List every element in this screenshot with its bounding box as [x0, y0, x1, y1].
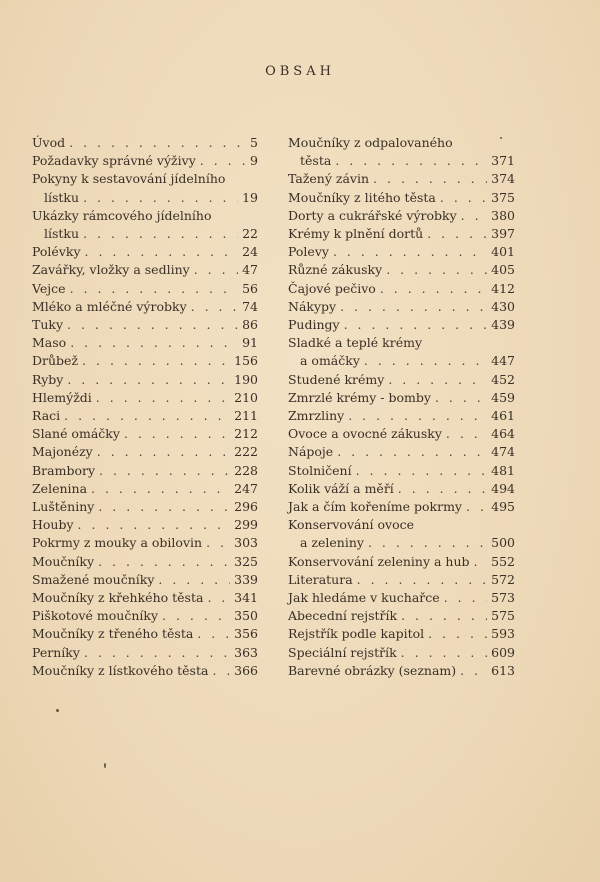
dot-leader: [337, 443, 487, 461]
dot-leader: [344, 316, 488, 334]
dot-leader: [356, 462, 488, 480]
dot-leader: [158, 571, 230, 589]
dot-leader: [212, 662, 230, 680]
toc-page-number: 401: [491, 244, 515, 260]
toc-page-number: 474: [491, 444, 515, 460]
dot-leader: [357, 571, 487, 589]
toc-entry: [32, 625, 258, 643]
toc-entry: [288, 425, 515, 443]
dot-leader: [428, 625, 487, 643]
dot-leader: [348, 407, 487, 425]
toc-entry-title: Ryby: [32, 371, 64, 387]
toc-page-number: 228: [234, 462, 258, 478]
toc-page-number: 341: [234, 590, 258, 606]
toc-page-number: 22: [242, 226, 258, 242]
dot-leader: [373, 170, 487, 188]
dot-leader: [98, 553, 230, 571]
toc-page-number: 374: [491, 171, 515, 187]
toc-entry: [288, 571, 515, 589]
toc-entry: [288, 625, 515, 643]
toc-page-number: 500: [491, 535, 515, 551]
toc-entry-title: Jak a čím kořeníme pokrmy: [288, 499, 462, 515]
toc-entry: [32, 352, 258, 370]
toc-entry: [32, 462, 258, 480]
toc-entry-title: Speciální rejstřík: [288, 644, 397, 660]
toc-entry-title: Moučníky z třeného těsta: [32, 626, 194, 642]
toc-entry-title: Polevy: [288, 244, 329, 260]
dot-leader: [97, 443, 230, 461]
toc-entry: [288, 316, 515, 334]
toc-entry: [288, 607, 515, 625]
toc-page-number: 452: [491, 371, 515, 387]
toc-entry-title: Smažené moučníky: [32, 571, 155, 587]
dot-leader: [386, 261, 487, 279]
toc-entry: [32, 152, 258, 170]
toc-entry-title: Požadavky správné výživy: [32, 153, 196, 169]
toc-page-number: 375: [491, 189, 515, 205]
toc-page-number: 19: [242, 189, 258, 205]
dot-leader: [401, 644, 487, 662]
toc-page-number: 412: [491, 280, 515, 296]
toc-entry-title: Různé zákusky: [288, 262, 383, 278]
toc-page-number: 613: [491, 662, 515, 678]
toc-entry: [288, 207, 515, 225]
toc-page-number: 5: [250, 135, 258, 150]
toc-page-number: 222: [234, 444, 258, 460]
toc-entry: [288, 553, 515, 571]
toc-entry-title: Ovoce a ovocné zákusky: [288, 426, 442, 442]
toc-right-column: [288, 134, 515, 680]
toc-entry-title: Sladké a teplé krémy: [288, 335, 423, 351]
toc-entry-title: Jak hledáme v kuchařce: [288, 590, 440, 606]
paper-speck: [56, 709, 59, 712]
dot-leader: [69, 134, 246, 152]
toc-page-number: 9: [250, 153, 258, 169]
toc-entry-title: Stolničení: [288, 462, 352, 478]
toc-entry: [32, 553, 258, 571]
dot-leader: [70, 280, 239, 298]
toc-entry-title: Drůbež: [32, 353, 79, 369]
toc-entry: [32, 534, 258, 552]
toc-entry: [32, 516, 258, 534]
toc-entry-title: Houby: [32, 517, 74, 533]
dot-leader: [340, 298, 487, 316]
toc-entry-title: Zmrzlé krémy - bomby: [288, 389, 431, 405]
toc-page-number: 572: [491, 571, 515, 587]
toc-entry: [288, 298, 515, 316]
dot-leader: [85, 243, 239, 261]
dot-leader: [70, 334, 238, 352]
toc-page-number: 247: [234, 480, 258, 496]
dot-leader: [333, 243, 487, 261]
dot-leader: [83, 189, 238, 207]
dot-leader: [427, 225, 487, 243]
toc-entry: [32, 316, 258, 334]
dot-leader: [398, 480, 487, 498]
dot-leader: [91, 480, 230, 498]
dot-leader: [460, 662, 487, 680]
toc-entry-title: Vejce: [32, 280, 66, 296]
toc-entry-title: Tuky: [32, 317, 64, 333]
toc-entry-title: Rejstřík podle kapitol: [288, 626, 425, 642]
toc-entry-title: Moučníky z litého těsta: [288, 189, 436, 205]
toc-page-number: 439: [491, 317, 515, 333]
toc-page-number: 371: [491, 153, 515, 169]
toc-entry: [32, 280, 258, 298]
toc-entry: [288, 334, 515, 370]
toc-entry-title: Moučníky: [32, 553, 95, 569]
toc-entry-title: Konservování zeleniny a hub: [288, 553, 470, 569]
toc-page-number: 356: [234, 626, 258, 642]
toc-left-column: [32, 134, 258, 680]
dot-leader: [98, 498, 230, 516]
toc-entry-title: Moučníky z odpalovaného: [288, 135, 453, 150]
toc-page-number: 325: [234, 553, 258, 569]
dot-leader: [461, 207, 487, 225]
toc-entry: [288, 389, 515, 407]
dot-leader: [368, 534, 487, 552]
toc-page-number: 380: [491, 207, 515, 223]
dot-leader: [84, 644, 230, 662]
toc-page-number: 303: [234, 535, 258, 551]
toc-entry: [32, 389, 258, 407]
toc-entry: [32, 443, 258, 461]
toc-entry-title: Nápoje: [288, 444, 334, 460]
toc-page-number: 190: [234, 371, 258, 387]
toc-page-number: 363: [234, 644, 258, 660]
toc-entry-title: Majonézy: [32, 444, 93, 460]
dot-leader: [380, 280, 487, 298]
toc-entry: [32, 207, 258, 243]
dot-leader: [67, 371, 230, 389]
toc-entry: [288, 589, 515, 607]
toc-entry-title: Úvod: [32, 135, 66, 150]
toc-entry-title: Tažený závin: [288, 171, 370, 187]
toc-entry: [32, 607, 258, 625]
toc-page-number: 74: [242, 298, 258, 314]
toc-page-number: 212: [234, 426, 258, 442]
toc-page-number: 210: [234, 389, 258, 405]
dot-leader: [194, 261, 238, 279]
toc-entry-title: Zelenina: [32, 480, 88, 496]
dot-leader: [446, 425, 487, 443]
dot-leader: [162, 607, 230, 625]
toc-entry-title: Piškotové moučníky: [32, 608, 159, 624]
toc-entry-title: Kolik váží a měří: [288, 480, 394, 496]
toc-entry: [288, 644, 515, 662]
dot-leader: [124, 425, 230, 443]
toc-entry-title-continuation: a zeleniny: [300, 535, 364, 551]
toc-entry-title-continuation: těsta: [300, 153, 332, 169]
toc-entry: [32, 298, 258, 316]
toc-entry: [288, 170, 515, 188]
toc-page-number: 447: [491, 353, 515, 369]
toc-entry: [32, 644, 258, 662]
toc-entry: [32, 425, 258, 443]
toc-entry: [288, 516, 515, 552]
toc-page-number: 405: [491, 262, 515, 278]
toc-page-number: 609: [491, 644, 515, 660]
toc-entry-title: Moučníky z lístkového těsta: [32, 662, 209, 678]
toc-entry-title: Slané omáčky: [32, 426, 120, 442]
toc-page-number: 47: [242, 262, 258, 278]
dot-leader: [474, 553, 488, 571]
toc-page-number: 593: [491, 626, 515, 642]
toc-entry-title: Polévky: [32, 244, 81, 260]
toc-entry-title: Zmrzliny: [288, 408, 345, 424]
toc-page-number: 573: [491, 590, 515, 606]
dot-leader: [67, 316, 238, 334]
toc-page-number: 397: [491, 226, 515, 242]
toc-entry: [288, 243, 515, 261]
toc-entry-title: Studené krémy: [288, 371, 385, 387]
dot-leader: [444, 589, 487, 607]
toc-entry: [288, 480, 515, 498]
toc-entry-title: Konservování ovoce: [288, 517, 415, 533]
toc-entry-title: Pokrmy z mouky a obilovin: [32, 535, 203, 551]
dot-leader: [466, 498, 487, 516]
toc-page-number: 481: [491, 462, 515, 478]
toc-page-number: 366: [234, 662, 258, 678]
toc-entry-title: Dorty a cukrářské výrobky: [288, 207, 457, 223]
toc-page-number: 575: [491, 608, 515, 624]
dot-leader: [335, 152, 487, 170]
toc-page-number: 156: [234, 353, 258, 369]
dot-leader: [440, 189, 487, 207]
toc-entry-title: Hlemýždi: [32, 389, 92, 405]
toc-entry-title: Pokyny k sestavování jídelního: [32, 171, 226, 187]
toc-entry: [288, 189, 515, 207]
toc-page-number: 86: [242, 317, 258, 333]
toc-page-number: 495: [491, 499, 515, 515]
toc-entry: [32, 589, 258, 607]
toc-entry: [288, 462, 515, 480]
toc-entry: [32, 480, 258, 498]
toc-page-number: 299: [234, 517, 258, 533]
toc-entry: [32, 261, 258, 279]
toc-entry: [288, 443, 515, 461]
toc-entry-title: Luštěniny: [32, 499, 95, 515]
paper-speck: [500, 137, 502, 139]
toc-page-number: 24: [242, 244, 258, 260]
toc-page-number: 430: [491, 298, 515, 314]
page-title: OBSAH: [265, 64, 335, 79]
dot-leader: [82, 352, 230, 370]
toc-entry: [32, 407, 258, 425]
dot-leader: [207, 589, 230, 607]
toc-entry: [32, 371, 258, 389]
dot-leader: [64, 407, 230, 425]
toc-entry-title: Brambory: [32, 462, 96, 478]
toc-entry: [32, 498, 258, 516]
toc-page-number: 350: [234, 608, 258, 624]
dot-leader: [206, 534, 230, 552]
toc-entry: [288, 407, 515, 425]
toc-page-number: 459: [491, 389, 515, 405]
toc-entry: [288, 225, 515, 243]
toc-entry-title-continuation: lístku: [44, 226, 80, 242]
toc-entry: [288, 371, 515, 389]
toc-entry-title: Literatura: [288, 571, 353, 587]
toc-page-number: 91: [242, 335, 258, 351]
dot-leader: [200, 152, 246, 170]
toc-entry: [288, 261, 515, 279]
toc-entry: [32, 134, 258, 152]
toc-entry-title-continuation: lístku: [44, 189, 80, 205]
toc-entry: [288, 662, 515, 680]
dot-leader: [96, 389, 230, 407]
toc-page-number: 56: [242, 280, 258, 296]
toc-entry: [32, 170, 258, 206]
dot-leader: [78, 516, 231, 534]
toc-entry: [32, 571, 258, 589]
toc-entry-title: Moučníky z křehkého těsta: [32, 590, 204, 606]
toc-entry: [288, 498, 515, 516]
toc-page-number: 461: [491, 408, 515, 424]
dot-leader: [401, 607, 487, 625]
toc-entry-title: Mléko a mléčné výrobky: [32, 298, 187, 314]
dot-leader: [364, 352, 487, 370]
dot-leader: [388, 371, 487, 389]
dot-leader: [99, 462, 230, 480]
toc-entry: [288, 134, 515, 170]
toc-entry-title: Zavářky, vložky a sedliny: [32, 262, 190, 278]
toc-entry-title: Čajové pečivo: [288, 280, 376, 296]
toc-entry-title-continuation: a omáčky: [300, 353, 360, 369]
dot-leader: [435, 389, 487, 407]
toc-entry-title: Abecední rejstřík: [288, 608, 398, 624]
toc-entry: [32, 334, 258, 352]
toc-entry-title: Barevné obrázky (seznam): [288, 662, 457, 678]
toc-entry: [32, 662, 258, 680]
toc-page-number: 211: [234, 408, 258, 424]
toc-entry: [32, 243, 258, 261]
toc-entry-title: Pudingy: [288, 317, 340, 333]
toc-entry-title: Maso: [32, 335, 67, 351]
toc-page-number: 552: [491, 553, 515, 569]
toc-page-number: 494: [491, 480, 515, 496]
dot-leader: [83, 225, 238, 243]
toc-page-number: 464: [491, 426, 515, 442]
dot-leader: [191, 298, 238, 316]
toc-entry: [288, 280, 515, 298]
toc-entry-title: Krémy k plnění dortů: [288, 226, 424, 242]
toc-entry-title: Ukázky rámcového jídelního: [32, 207, 212, 223]
toc-entry-title: Nákypy: [288, 298, 337, 314]
toc-page-number: 296: [234, 499, 258, 515]
toc-entry-title: Perníky: [32, 644, 80, 660]
paper-speck: [104, 763, 106, 768]
toc-entry-title: Raci: [32, 408, 61, 424]
toc-page-number: 339: [234, 571, 258, 587]
dot-leader: [197, 625, 230, 643]
